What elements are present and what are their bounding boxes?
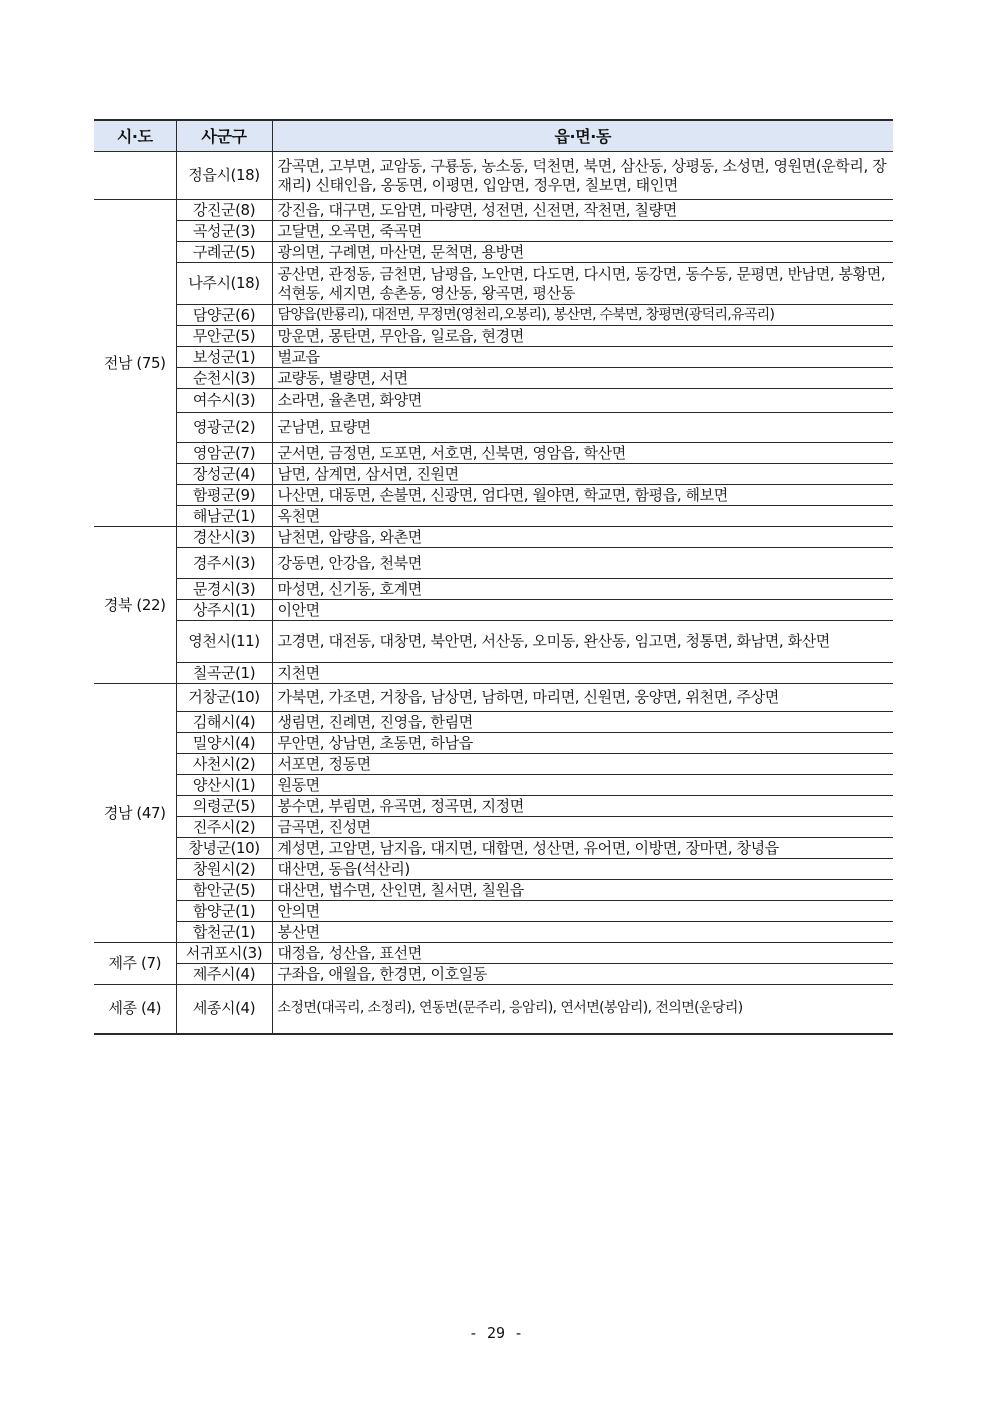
sigungu-cell: 강진군(8) bbox=[176, 200, 272, 221]
emd-cell: 강진읍, 대구면, 도암면, 마량면, 성전면, 신전면, 작천면, 칠량면 bbox=[272, 200, 893, 221]
emd-cell: 금곡면, 진성면 bbox=[272, 817, 893, 838]
emd-cell: 지천면 bbox=[272, 663, 893, 684]
emd-cell: 교량동, 별량면, 서면 bbox=[272, 368, 893, 389]
table-row bbox=[94, 775, 893, 796]
table-row bbox=[94, 817, 893, 838]
header-sigungu: 사군구 bbox=[176, 120, 272, 152]
sigungu-cell: 구례군(5) bbox=[176, 242, 272, 263]
emd-cell: 나산면, 대동면, 손불면, 신광면, 엄다면, 월야면, 학교면, 함평읍, 해보면 bbox=[272, 485, 893, 506]
table-row bbox=[94, 943, 893, 964]
sigungu-cell: 해남군(1) bbox=[176, 506, 272, 527]
sigungu-cell: 의령군(5) bbox=[176, 796, 272, 817]
page-number: - 29 - bbox=[468, 1324, 524, 1342]
sigungu-cell: 여수시(3) bbox=[176, 389, 272, 413]
emd-cell: 고경면, 대전동, 대창면, 북안면, 서산동, 오미동, 완산동, 임고면, 청통면, 화남면, 화산면 bbox=[272, 621, 893, 663]
sigungu-cell: 문경시(3) bbox=[176, 579, 272, 600]
emd-cell: 소정면(대곡리, 소정리), 연동면(문주리, 응암리), 연서면(봉암리), 전의면(운당리) bbox=[272, 985, 893, 1034]
table-row bbox=[94, 413, 893, 443]
sigungu-cell: 합천군(1) bbox=[176, 922, 272, 943]
table-row bbox=[94, 712, 893, 733]
emd-cell: 안의면 bbox=[272, 901, 893, 922]
table-row bbox=[94, 548, 893, 579]
table-row bbox=[94, 922, 893, 943]
table-row bbox=[94, 663, 893, 684]
emd-cell: 망운면, 몽탄면, 무안읍, 일로읍, 현경면 bbox=[272, 326, 893, 347]
sigungu-cell: 경주시(3) bbox=[176, 548, 272, 579]
emd-cell: 이안면 bbox=[272, 600, 893, 621]
header-emd: 읍·면·동 bbox=[272, 120, 893, 152]
sigungu-cell: 정읍시(18) bbox=[176, 152, 272, 200]
table-row bbox=[94, 579, 893, 600]
table-row bbox=[94, 796, 893, 817]
sido-cell bbox=[94, 152, 176, 200]
table-row bbox=[94, 964, 893, 985]
sido-cell-jeonnam: 전남 (75) bbox=[94, 200, 176, 527]
sigungu-cell: 곡성군(3) bbox=[176, 221, 272, 242]
region-table bbox=[94, 119, 893, 1035]
table-row bbox=[94, 485, 893, 506]
sigungu-cell: 장성군(4) bbox=[176, 464, 272, 485]
sigungu-cell: 담양군(6) bbox=[176, 305, 272, 326]
table-row bbox=[94, 621, 893, 663]
emd-cell: 공산면, 관정동, 금천면, 남평읍, 노안면, 다도면, 다시면, 동강면, 동수동, 문평면, 반남면, 봉황면, 석현동, 세지면, 송촌동, 영산동, 왕곡면, 평산동 bbox=[272, 263, 893, 305]
table-row bbox=[94, 221, 893, 242]
sigungu-cell: 무안군(5) bbox=[176, 326, 272, 347]
table-row bbox=[94, 684, 893, 712]
emd-cell: 감곡면, 고부면, 교암동, 구룡동, 농소동, 덕천면, 북면, 삼산동, 상평동, 소성면, 영원면(운학리, 장재리) 신태인읍, 옹동면, 이평면, 입암면, 정우면, 칠보면, 태인면 bbox=[272, 152, 893, 200]
table-row bbox=[94, 305, 893, 326]
table-row bbox=[94, 838, 893, 859]
emd-cell: 생림면, 진례면, 진영읍, 한림면 bbox=[272, 712, 893, 733]
emd-cell: 남천면, 압량읍, 와촌면 bbox=[272, 527, 893, 548]
emd-cell: 강동면, 안강읍, 천북면 bbox=[272, 548, 893, 579]
table-row bbox=[94, 242, 893, 263]
emd-cell: 대산면, 동읍(석산리) bbox=[272, 859, 893, 880]
table-row bbox=[94, 527, 893, 548]
emd-cell: 담양읍(반룡리), 대전면, 무정면(영천리,오봉리), 봉산면, 수북면, 창평면(광덕리,유곡리) bbox=[272, 305, 893, 326]
sigungu-cell: 칠곡군(1) bbox=[176, 663, 272, 684]
sigungu-cell: 영천시(11) bbox=[176, 621, 272, 663]
sigungu-cell: 진주시(2) bbox=[176, 817, 272, 838]
table-row bbox=[94, 443, 893, 464]
header-sido: 시·도 bbox=[94, 120, 176, 152]
table-row bbox=[94, 368, 893, 389]
emd-cell: 옥천면 bbox=[272, 506, 893, 527]
table-row bbox=[94, 506, 893, 527]
sigungu-cell: 창녕군(10) bbox=[176, 838, 272, 859]
table-row bbox=[94, 859, 893, 880]
sigungu-cell: 창원시(2) bbox=[176, 859, 272, 880]
emd-cell: 대산면, 법수면, 산인면, 칠서면, 칠원읍 bbox=[272, 880, 893, 901]
sigungu-cell: 함안군(5) bbox=[176, 880, 272, 901]
table-row bbox=[94, 754, 893, 775]
sigungu-cell: 순천시(3) bbox=[176, 368, 272, 389]
table-row bbox=[94, 389, 893, 413]
emd-cell: 광의면, 구례면, 마산면, 문척면, 용방면 bbox=[272, 242, 893, 263]
sido-cell-gyeongbuk: 경북 (22) bbox=[94, 527, 176, 684]
emd-cell: 군서면, 금정면, 도포면, 서호면, 신북면, 영암읍, 학산면 bbox=[272, 443, 893, 464]
emd-cell: 남면, 삼계면, 삼서면, 진원면 bbox=[272, 464, 893, 485]
emd-cell: 마성면, 신기동, 호계면 bbox=[272, 579, 893, 600]
sigungu-cell: 영광군(2) bbox=[176, 413, 272, 443]
emd-cell: 무안면, 상남면, 초동면, 하남읍 bbox=[272, 733, 893, 754]
sigungu-cell: 세종시(4) bbox=[176, 985, 272, 1034]
sigungu-cell: 김해시(4) bbox=[176, 712, 272, 733]
sigungu-cell: 양산시(1) bbox=[176, 775, 272, 796]
sigungu-cell: 상주시(1) bbox=[176, 600, 272, 621]
sido-cell-jeju: 제주 (7) bbox=[94, 943, 176, 985]
sido-cell-gyeongnam: 경남 (47) bbox=[94, 684, 176, 943]
emd-cell: 서포면, 정동면 bbox=[272, 754, 893, 775]
sigungu-cell: 함평군(9) bbox=[176, 485, 272, 506]
emd-cell: 계성면, 고암면, 남지읍, 대지면, 대합면, 성산면, 유어면, 이방면, 장마면, 창녕읍 bbox=[272, 838, 893, 859]
emd-cell: 구좌읍, 애월읍, 한경면, 이호일동 bbox=[272, 964, 893, 985]
sigungu-cell: 밀양시(4) bbox=[176, 733, 272, 754]
emd-cell: 소라면, 율촌면, 화양면 bbox=[272, 389, 893, 413]
table-row bbox=[94, 600, 893, 621]
emd-cell: 군남면, 묘량면 bbox=[272, 413, 893, 443]
emd-cell: 봉산면 bbox=[272, 922, 893, 943]
sigungu-cell: 보성군(1) bbox=[176, 347, 272, 368]
emd-cell: 가북면, 가조면, 거창읍, 남상면, 남하면, 마리면, 신원면, 웅양면, 위천면, 주상면 bbox=[272, 684, 893, 712]
table-row bbox=[94, 901, 893, 922]
table-row bbox=[94, 152, 893, 200]
table-row bbox=[94, 326, 893, 347]
table-row bbox=[94, 880, 893, 901]
emd-cell: 고달면, 오곡면, 죽곡면 bbox=[272, 221, 893, 242]
table-row bbox=[94, 200, 893, 221]
table-row bbox=[94, 733, 893, 754]
sigungu-cell: 거창군(10) bbox=[176, 684, 272, 712]
sigungu-cell: 제주시(4) bbox=[176, 964, 272, 985]
table-row bbox=[94, 347, 893, 368]
table-header-row bbox=[94, 120, 893, 152]
sigungu-cell: 서귀포시(3) bbox=[176, 943, 272, 964]
sigungu-cell: 사천시(2) bbox=[176, 754, 272, 775]
sigungu-cell: 나주시(18) bbox=[176, 263, 272, 305]
table-row bbox=[94, 985, 893, 1034]
emd-cell: 봉수면, 부림면, 유곡면, 정곡면, 지정면 bbox=[272, 796, 893, 817]
emd-cell: 원동면 bbox=[272, 775, 893, 796]
emd-cell: 벌교읍 bbox=[272, 347, 893, 368]
sido-cell-sejong: 세종 (4) bbox=[94, 985, 176, 1034]
table-row bbox=[94, 263, 893, 305]
sigungu-cell: 함양군(1) bbox=[176, 901, 272, 922]
sigungu-cell: 영암군(7) bbox=[176, 443, 272, 464]
emd-cell: 대정읍, 성산읍, 표선면 bbox=[272, 943, 893, 964]
sigungu-cell: 경산시(3) bbox=[176, 527, 272, 548]
table-row bbox=[94, 464, 893, 485]
